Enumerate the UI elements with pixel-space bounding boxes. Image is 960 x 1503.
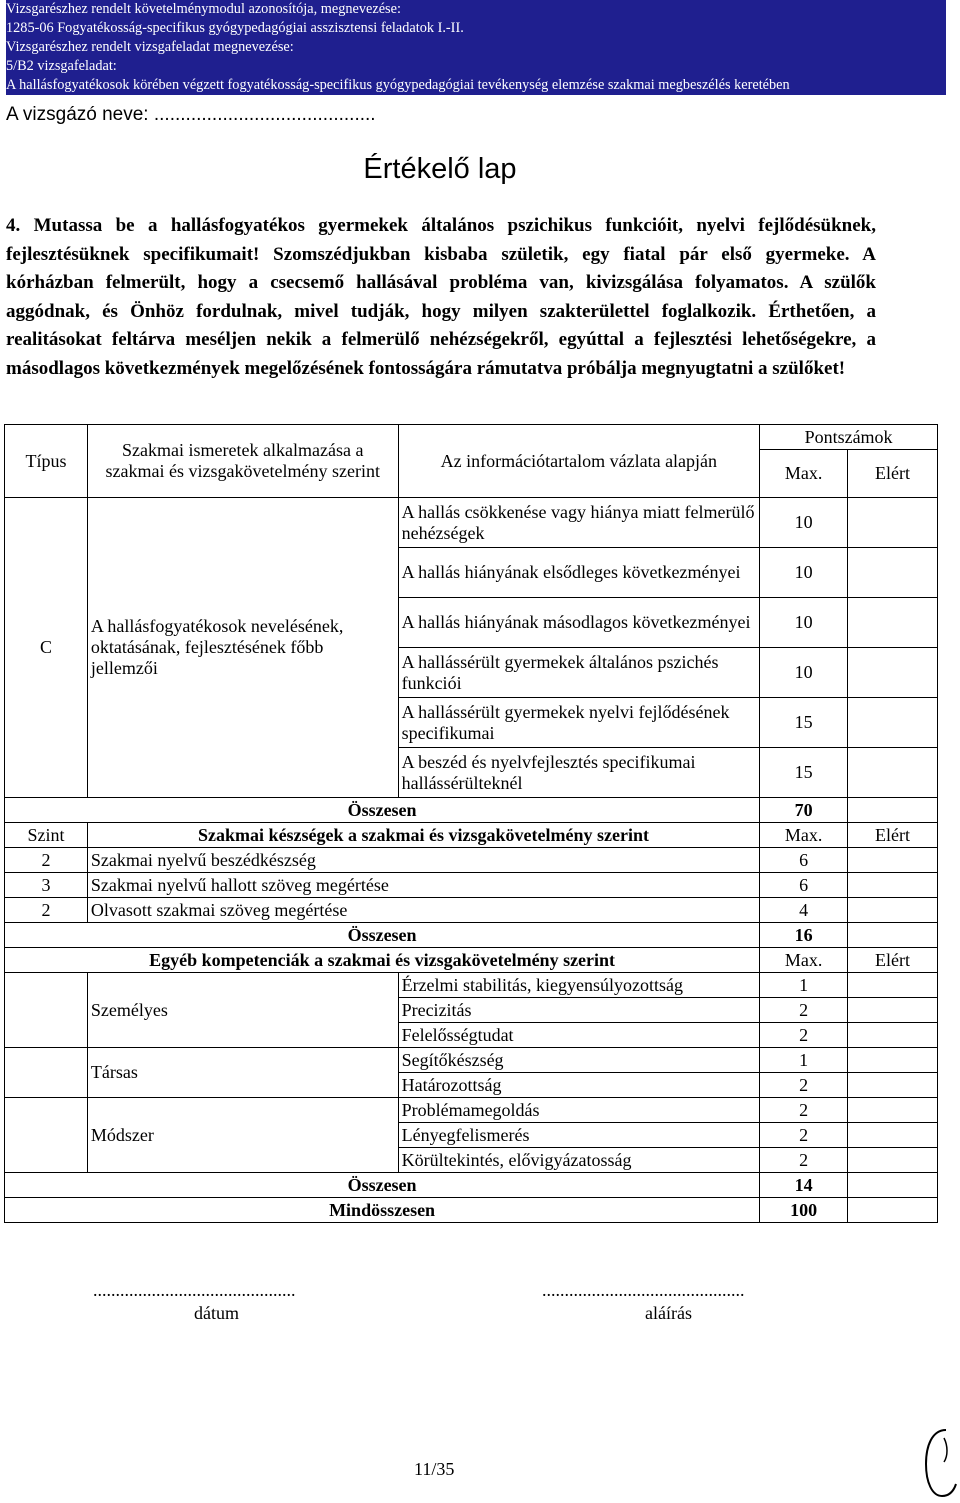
col-head-max: Max. [760,823,848,848]
achieved-points[interactable] [848,548,938,598]
col-head-level: Szint [5,823,88,848]
section-heading: Egyéb kompetenciák a szakmai és vizsgakövetelmény szerint [5,948,760,973]
achieved-points[interactable] [848,498,938,548]
achieved-points[interactable] [848,1173,938,1198]
achieved-points[interactable] [848,1048,938,1073]
max-points: 2 [760,1148,848,1173]
col-head-points: Pontszámok [760,425,938,450]
date-line: ............................................. [93,1280,296,1300]
outline-item: A hallássérült gyermekek nyelvi fejlődésének specifikumai [398,698,760,748]
max-points: 6 [760,873,848,898]
level-cell: 2 [5,898,88,923]
task-description [6,212,876,383]
competency-item: Precizitás [398,998,760,1023]
achieved-points[interactable] [848,923,938,948]
empty-cell [5,1098,88,1173]
max-points: 1 [760,973,848,998]
achieved-points[interactable] [848,973,938,998]
header-line: Vizsgarészhez rendelt vizsgafeladat megnevezése: [6,39,294,55]
achieved-points[interactable] [848,1098,938,1123]
competency-item: Körültekintés, elővigyázatosság [398,1148,760,1173]
header-line: A hallásfogyatékosok körében végzett fogyatékosság-specifikus gyógypedagógiai tevékenység elemzése szakmai megbeszélés keretében [6,77,790,93]
achieved-points[interactable] [848,698,938,748]
subtotal-value: 16 [760,923,848,948]
max-points: 10 [760,548,848,598]
signature-line: ............................................. [542,1280,745,1300]
competency-group: Módszer [87,1098,398,1173]
col-head-max: Max. [760,948,848,973]
max-points: 10 [760,598,848,648]
achieved-points[interactable] [848,598,938,648]
achieved-points[interactable] [848,998,938,1023]
achieved-points[interactable] [848,748,938,798]
max-points: 2 [760,1023,848,1048]
competency-item: Felelősségtudat [398,1023,760,1048]
competency-item: Segítőkészség [398,1048,760,1073]
skill-item: Szakmai nyelvű hallott szöveg megértése [87,873,759,898]
outline-item: A hallás csökkenése vagy hiánya miatt felmerülő nehézségek [398,498,760,548]
task-text: 4. Mutassa be a hallásfogyatékos gyermekek általános pszichikus funkcióit, nyelvi fejlődésüknek, fejlesztésüknek specifikumait! Szomszédjukban kisbaba születik, egy fiatal pár első gyermeke. A kórházban felmerült, hogy a csecsemő hallásával probléma van, kivizsgálása folyamatos. A szülők aggódnak, és Önhöz fordulnak, mivel tudják, hogy milyen szakterülettel foglalkozik. Érthetően, a realitásokat feltárva meséljen nekik a felmerülő nehézségekről, egyúttal a fejlesztési lehetőségekre, a másodlagos következmények megelőzésének fontosságára rámutatva próbálja megnyugtatni a szülőket! [6,215,876,379]
page-title: Értékelő lap [363,153,517,185]
subtotal-label: Összesen [5,1173,760,1198]
subtotal-label: Összesen [5,798,760,823]
competency-item: Érzelmi stabilitás, kiegyensúlyozottság [398,973,760,998]
col-head-max: Max. [760,450,848,498]
outline-item: A hallás hiányának elsődleges következményei [398,548,760,598]
max-points: 6 [760,848,848,873]
candidate-name: A vizsgázó neve: .......................................... [6,104,376,125]
grand-total-label: Mindösszesen [5,1198,760,1223]
level-cell: 2 [5,848,88,873]
competency-item: Lényegfelismerés [398,1123,760,1148]
max-points: 10 [760,498,848,548]
max-points: 15 [760,748,848,798]
achieved-points[interactable] [848,848,938,873]
col-head-achieved: Elért [848,823,938,848]
achieved-points[interactable] [848,898,938,923]
page-number: 11/35 [414,1459,455,1479]
max-points: 2 [760,1123,848,1148]
col-head-achieved: Elért [848,450,938,498]
document-header [6,0,946,95]
evaluation-table [4,424,938,1223]
header-line: Vizsgarészhez rendelt követelménymodul azonosítója, megnevezése: [6,1,401,17]
date-label: dátum [194,1303,239,1323]
achieved-points[interactable] [848,1198,938,1223]
achieved-points[interactable] [848,1123,938,1148]
logo-icon [918,1426,958,1501]
level-cell: 3 [5,873,88,898]
competency-group: Társas [87,1048,398,1098]
competency-item: Problémamegoldás [398,1098,760,1123]
max-points: 1 [760,1048,848,1073]
achieved-points[interactable] [848,873,938,898]
header-line: 5/B2 vizsgafeladat: [6,58,117,74]
max-points: 2 [760,1073,848,1098]
topic-cell: A hallásfogyatékosok nevelésének, oktatásának, fejlesztésének főbb jellemzői [87,498,398,798]
max-points: 2 [760,1098,848,1123]
achieved-points[interactable] [848,1023,938,1048]
outline-item: A beszéd és nyelvfejlesztés specifikumai hallássérülteknél [398,748,760,798]
col-head-achieved: Elért [848,948,938,973]
type-cell: C [5,498,88,798]
subtotal-label: Összesen [5,923,760,948]
grand-total-value: 100 [760,1198,848,1223]
subtotal-value: 14 [760,1173,848,1198]
achieved-points[interactable] [848,1073,938,1098]
signature-label: aláírás [645,1303,692,1323]
outline-item: A hallás hiányának másodlagos következményei [398,598,760,648]
skill-item: Olvasott szakmai szöveg megértése [87,898,759,923]
competency-item: Határozottság [398,1073,760,1098]
max-points: 2 [760,998,848,1023]
outline-item: A hallássérült gyermekek általános pszichés funkciói [398,648,760,698]
achieved-points[interactable] [848,1148,938,1173]
competency-group: Személyes [87,973,398,1048]
max-points: 10 [760,648,848,698]
header-line: 1285-06 Fogyatékosság-specifikus gyógypedagógiai asszisztensi feladatok I.-II. [6,20,464,36]
achieved-points[interactable] [848,648,938,698]
max-points: 4 [760,898,848,923]
section-heading: Szakmai készségek a szakmai és vizsgakövetelmény szerint [87,823,759,848]
empty-cell [5,1048,88,1098]
subtotal-value: 70 [760,798,848,823]
col-head-knowledge: Szakmai ismeretek alkalmazása a szakmai és vizsgakövetelmény szerint [87,425,398,498]
col-head-type: Típus [5,425,88,498]
skill-item: Szakmai nyelvű beszédkészség [87,848,759,873]
col-head-outline: Az információtartalom vázlata alapján [398,425,760,498]
max-points: 15 [760,698,848,748]
achieved-points[interactable] [848,798,938,823]
empty-cell [5,973,88,1048]
